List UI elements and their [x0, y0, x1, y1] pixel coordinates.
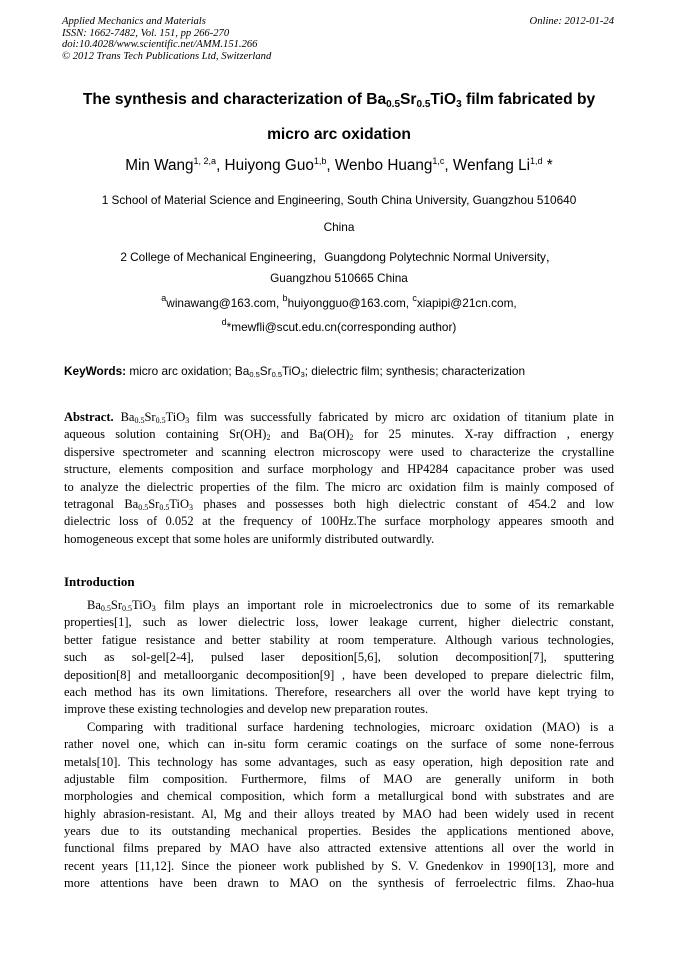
affiliation-1: 1 School of Material Science and Engineering, South China University, Guangzhou 510640 [101, 193, 577, 207]
journal-name: Applied Mechanics and Materials [62, 16, 206, 27]
introduction-body: $Ba_{0.5}Sr_{0.5}TiO_3$ film plays an important role in microelectronics due to some of its remarkable properties[1], such as lower dielectric loss, lower leakage current, higher dielectric constant, better fatigue resistance and better stability at room temperature. Although various technologies, such as sol-gel[2-4], pulsed laser deposition[5,6], solution decomposition[7], sputtering deposition[8] and metalloorganic decomposition[9] , have been developed to prepare dielectric film, each method has its own limitations. Therefore, researchers all over the world have kept trying to improve these existing technologies and develop new preparation routes. Comparing with traditional surface hardening technologies, microarc oxidation (MAO) is a rather novel one, which can in-situ form ceramic coatings on the surface of some none-ferrous metals[10]. This technology has some advantages, such as easy operation, high deposition rate and adjustable film composition. Furthermore, films of MAO are generally uniform in both morphologies and chemical composition, which form a metallurgical bond with substrates and are highly abrasion-resistant. Al, Mg and their alloys treated by MAO had been widely used in recent years due to its outstanding mechanical properties. Besides the applications mentioned above, functional films prepared by MAO have also attracted extensive attentions all over the world in recent years [11,12]. Since the pioneer work published by S. V. Gnedenkov in 1990[13], more and more attentions have been drawn to MAO on the synthesis of ferroelectric films. Zhao-hua [64, 598, 614, 891]
email-d[interactable]: *mewfli@scut.edu.cn(corresponding author) [226, 320, 457, 334]
online-date: Online: 2012-01-24 [529, 16, 614, 27]
email-a[interactable]: winawang@163.com, [166, 296, 283, 310]
paper-title-line2: micro arc oxidation [267, 126, 411, 143]
abstract-paragraph: Abstract. $Ba_{0.5}Sr_{0.5}TiO_3$ film was successfully fabricated by micro arc oxidation of titanium plate in aqueous solution containing $Sr(OH)_2$ and $Ba(OH)_2$ for 25 minutes. X-ray diffraction , energy dispersive spectrometer and scanning electron microscopy were used to characterize the crystalline structure, elements composition and surface morphology and HP4284 capacitance prober was used to analyze the dielectric properties of the film. The micro arc oxidation film is mainly composed of tetragonal $Ba_{0.5}Sr_{0.5}TiO_3$ phases and possesses both high dielectric constant of 454.2 and low dielectric loss of 0.052 at the frequency of 100Hz.The surface morphology appeares smooth and homogeneous except that some holes are uniformly distributed outwardly. [64, 410, 614, 546]
email-c[interactable]: xiapipi@21cn.com, [416, 296, 517, 310]
doi-line: doi:10.4028/www.scientific.net/AMM.151.266 [62, 39, 258, 51]
affiliation-2: 2 College of Mechanical Engineering，Guangdong Polytechnic Normal University， [120, 250, 558, 264]
keywords-label: KeyWords: [64, 364, 127, 378]
affiliation-2-city: Guangzhou 510665 China [270, 271, 408, 285]
affiliation-1-country: China [323, 220, 355, 234]
copyright-line: © 2012 Trans Tech Publications Ltd, Switzerland [62, 50, 272, 62]
author-list: Min Wang$^{1, 2,a}$, Huiyong Guo$^{1,b}$, Wenbo Huang$^{1,c}$, Wenfang Li$^{1,d}$ * [125, 156, 553, 174]
email-line-1: $^a$winawang@163.com, $^b$huiyongguo@163.com, $^c$xiapipi@21cn.com, [161, 293, 517, 310]
journal-header [62, 16, 271, 62]
email-b[interactable]: huiyongguo@163.com, [287, 296, 413, 310]
issn-line: ISSN: 1662-7482, Vol. 151, pp 266-270 [62, 27, 230, 39]
email-line-2: $^d$*mewfli@scut.edu.cn(corresponding author) [221, 317, 457, 334]
abstract-label: Abstract. [64, 410, 114, 424]
section-heading-introduction: Introduction [64, 574, 135, 589]
paper-title: The synthesis and characterization of $Ba_{0.5}Sr_{0.5}TiO_3$ film fabricated by [82, 91, 596, 110]
keywords: KeyWords: micro arc oxidation; $Ba_{0.5}Sr_{0.5}TiO_3$; dielectric film; synthesis; characterization [64, 364, 526, 379]
